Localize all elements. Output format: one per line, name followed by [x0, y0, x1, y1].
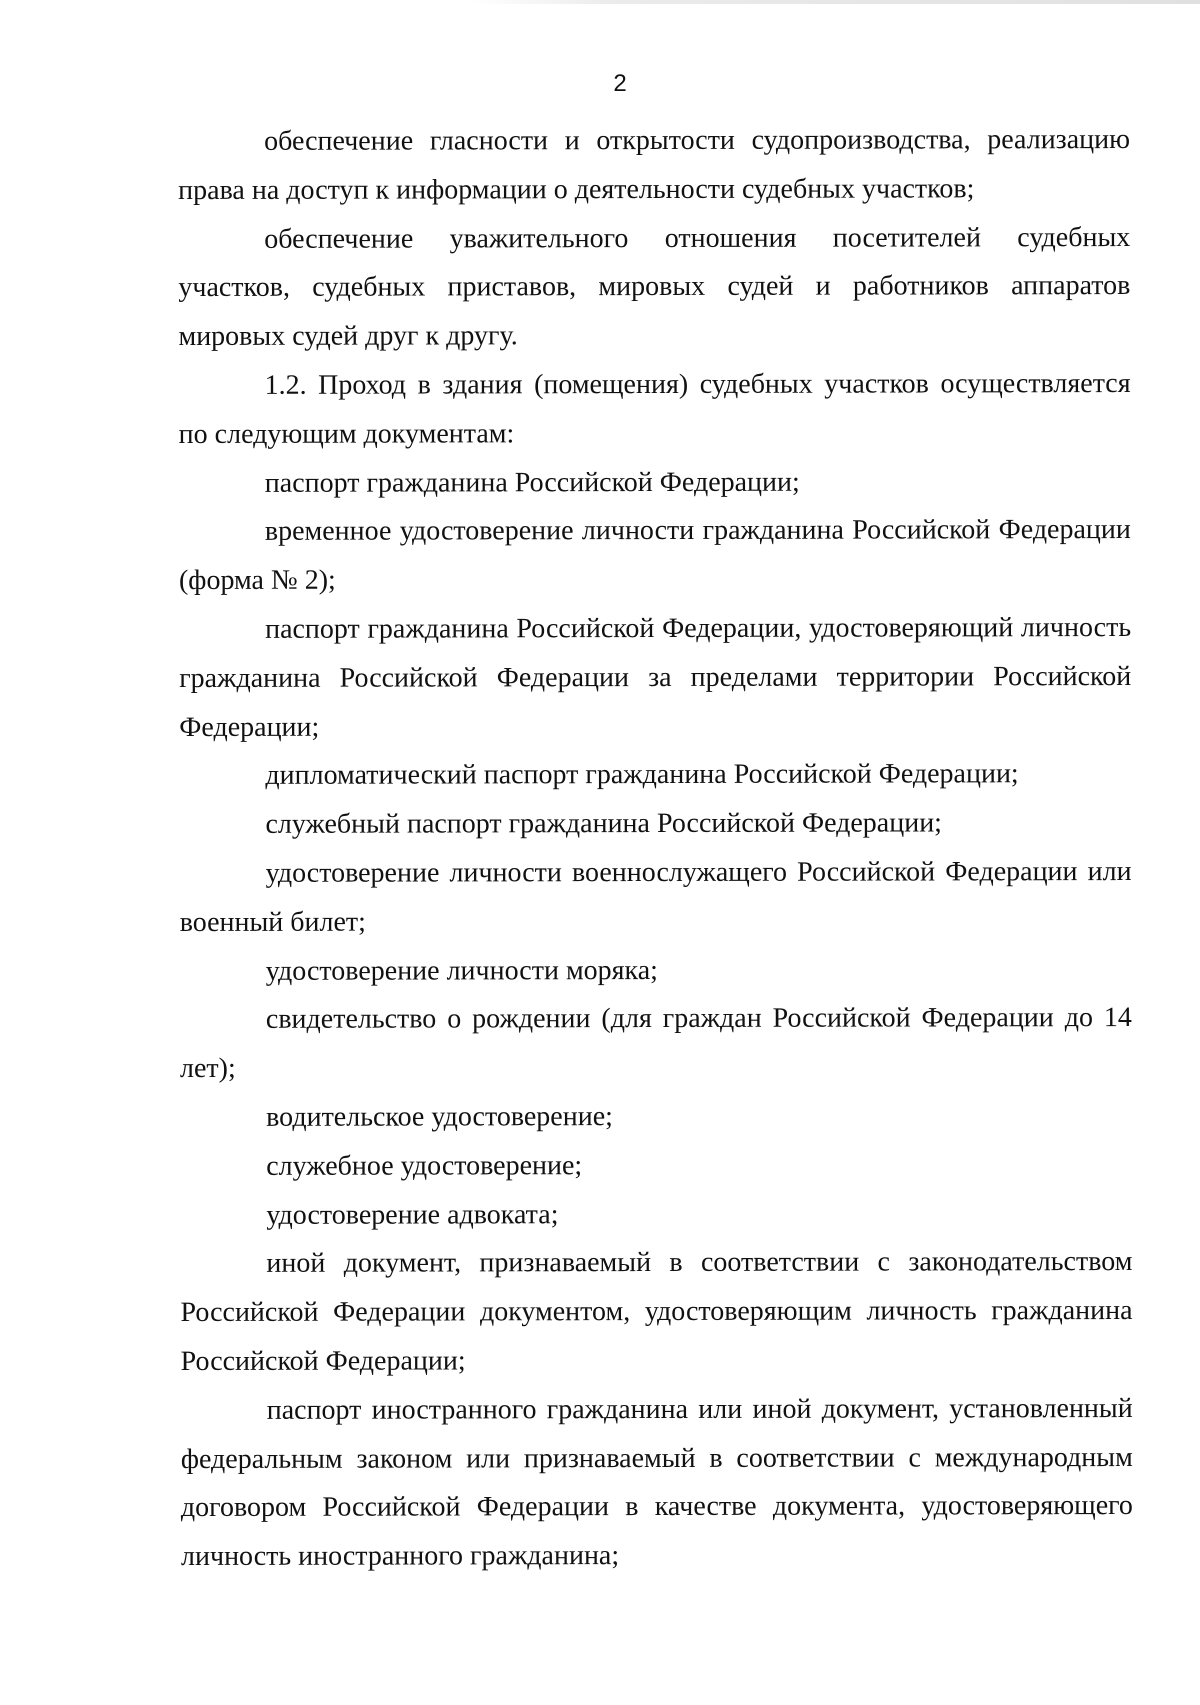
scan-edge — [470, 0, 1200, 4]
paragraph-respect: обеспечение уважительного отношения посетителей судебных участков, судебных приставов, мировых судей и работников аппаратов мировых судей друг к другу. — [178, 221, 1131, 353]
list-item-service-certificate: служебное удостоверение; — [266, 1149, 583, 1182]
paragraph-publicity: обеспечение гласности и открытости судопроизводства, реализацию права на доступ к информации о деятельности судебных участков; — [178, 124, 1131, 206]
list-item-driver-license: водительское удостоверение; — [266, 1101, 613, 1133]
list-item-seaman-id: удостоверение личности моряка; — [265, 954, 658, 987]
list-item-lawyer-certificate: удостоверение адвоката; — [266, 1198, 559, 1231]
list-item-passport: паспорт гражданина Российской Федерации; — [264, 466, 800, 499]
list-item-diplomatic-passport: дипломатический паспорт гражданина Российской Федерации; — [265, 758, 1019, 792]
list-item-birth-certificate: свидетельство о рождении (для граждан Российской Федерации до 14 лет); — [179, 1002, 1132, 1085]
page-number: 2 — [613, 70, 627, 97]
list-item-other-document: иной документ, признаваемый в соответствии с законодательством Российской Федерации документом, удостоверяющим личность гражданина Российской Федерации; — [180, 1246, 1133, 1377]
list-item-temporary-id: временное удостоверение личности гражданина Российской Федерации (форма № 2); — [178, 514, 1131, 597]
document-body — [178, 116, 1133, 1582]
list-item-military-id: удостоверение личности военнослужащего Российской Федерации или военный билет; — [179, 855, 1132, 938]
list-item-foreign-citizen-passport: паспорт иностранного гражданина или иной документ, установленный федеральным законом или признаваемый в соответствии с международным договором Российской Федерации в качестве документа, удостоверяющего личность иностранного гражданина; — [180, 1392, 1133, 1573]
list-item-service-passport: служебный паспорт гражданина Российской Федерации; — [265, 807, 942, 840]
list-item-foreign-passport: паспорт гражданина Российской Федерации, удостоверяющий личность гражданина Российской Федерации за пределами территории Российской Федерации; — [179, 611, 1132, 743]
paragraph-section-1-2: 1.2. Проход в здания (помещения) судебных участков осуществляется по следующим документам: — [178, 367, 1131, 450]
